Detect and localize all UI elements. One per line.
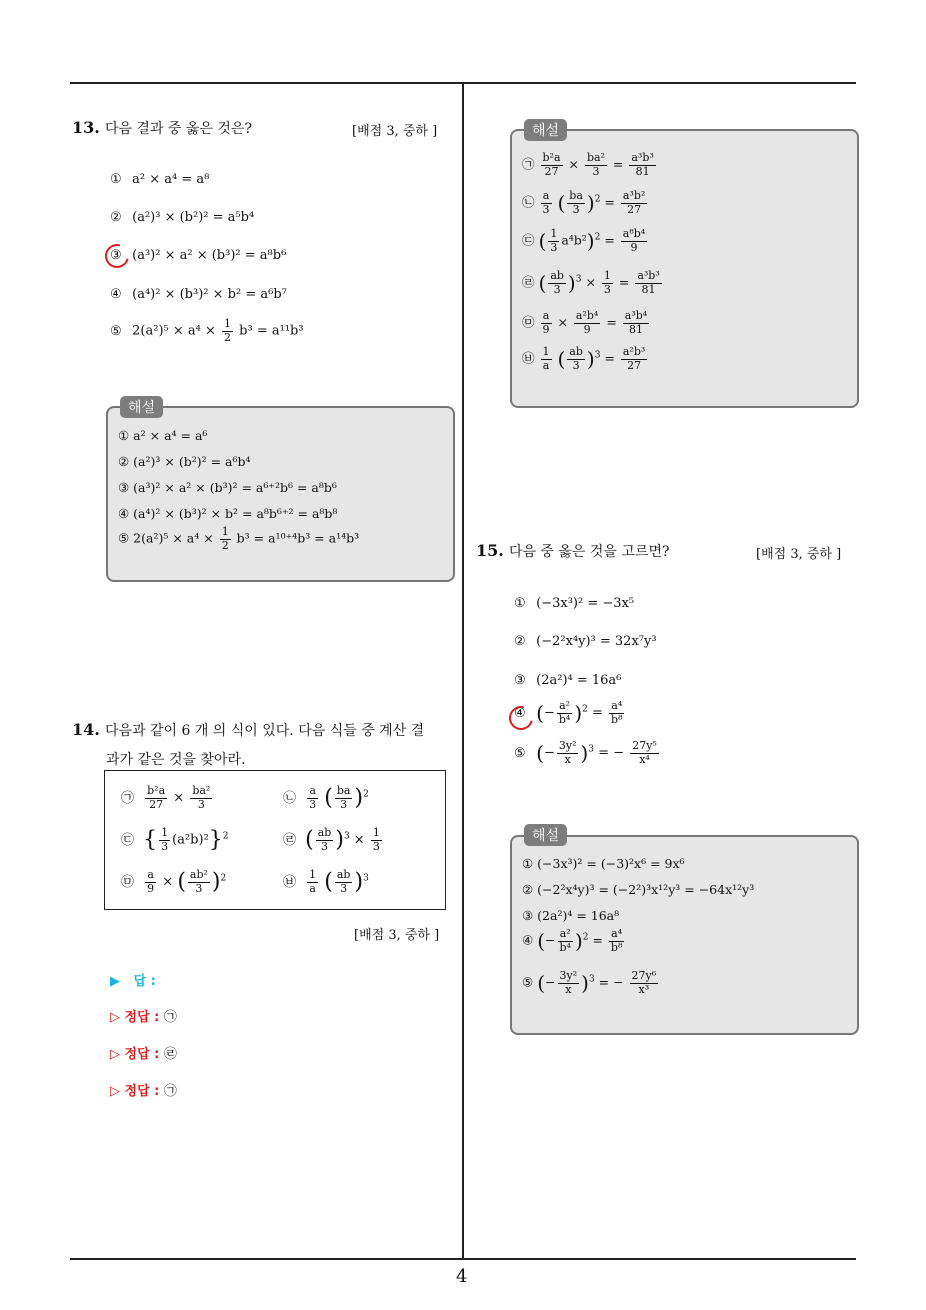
q14-solution-m: ㉤ $\frac{a}{9}$ × $\frac{\text{a²b⁴}}{9}$ = $\frac{\text{a³b⁴}}{81}$: [522, 309, 648, 336]
triangle-filled-icon: ▶: [110, 974, 120, 989]
question-13-header: [72, 118, 252, 138]
q13-solution-line-1: ① a² × a⁴ = a⁶: [118, 428, 208, 443]
page-number: 4: [456, 1266, 468, 1287]
q13-choice-1[interactable]: ① a² × a⁴ = a⁸: [110, 172, 210, 187]
expr-b: ㉥ $\frac{1}{a}$ ( $\frac{ab}{3}$ )$^3$: [283, 868, 369, 895]
triangle-outline-icon: ▷: [110, 1047, 120, 1062]
triangle-outline-icon: ▷: [110, 1084, 120, 1099]
solution-tag: 해설: [120, 396, 163, 418]
q14-solution-d: ㉢ ( $\frac{1}{3}$ a⁴b²)$^2$ = $\frac{\text{a⁸b⁴}}{9}$: [522, 227, 646, 254]
question-text: 다음 결과 중 옳은 것은?: [104, 121, 252, 137]
q13-solution-line-4: ④ (a⁴)² × (b³)² × b² = a⁸b⁶⁺² = a⁸b⁸: [118, 506, 338, 521]
q14-solution-g: ㉠ $\frac{\text{b²a}}{27}$ × $\frac{\text{ba²}}{3}$ = $\frac{\text{a³b³}}{81}$: [522, 151, 654, 178]
question-number: 15.: [476, 541, 504, 560]
question-14-score: [배점 3, 중하 ]: [354, 928, 440, 943]
q14-solution-b: ㉥ $\frac{1}{a}$ ( $\frac{ab}{3}$ )$^3$ = $\frac{\text{a²b³}}{27}$: [522, 345, 646, 372]
q15-solution-line-4: ④ (− $\frac{\text{a²}}{\text{b⁴}}$ )$^2$ = $\frac{\text{a⁴}}{\text{b⁸}}$: [522, 927, 623, 954]
question-number: 14.: [72, 720, 100, 739]
q13-choice-5[interactable]: ⑤ 2(a²)⁵ × a⁴ × $\frac{1}{2}$ b³ = a¹¹b³: [110, 317, 304, 344]
expr-d: ㉢ { $\frac{1}{3}$ (a²b)²}$^2$: [121, 826, 229, 853]
question-text: 다음 중 옳은 것을 고르면?: [508, 544, 670, 560]
q13-choice-3[interactable]: ③ (a³)² × a² × (b³)² = a⁸b⁶: [110, 248, 287, 263]
q15-choice-2[interactable]: ② (−2²x⁴y)³ = 32x⁷y³: [514, 634, 657, 649]
question-15-header: [476, 541, 669, 561]
answer-header: ▶ 답 :: [110, 974, 156, 989]
fraction: $\frac{1}{2}$: [224, 317, 232, 344]
expr-n: ㉡ $\frac{a}{3}$ ( $\frac{ba}{3}$ )$^2$: [283, 784, 369, 811]
q15-choice-1[interactable]: ① (−3x³)² = −3x⁵: [514, 596, 635, 611]
answer-row-3: ▷ 정답 : ㉠: [110, 1084, 177, 1099]
q14-solution-n: ㉡ $\frac{a}{3}$ ( $\frac{ba}{3}$ )$^2$ = $\frac{\text{a³b²}}{27}$: [522, 189, 646, 216]
expr-g: ㉠ $\frac{\text{b²a}}{27}$ × $\frac{\text{ba²}}{3}$: [121, 784, 211, 811]
answer-row-2: ▷ 정답 : ㉣: [110, 1047, 177, 1062]
q15-solution-line-2: ② (−2²x⁴y)³ = (−2²)³x¹²y³ = −64x¹²y³: [522, 882, 755, 897]
column-divider: [462, 82, 464, 1260]
q15-choice-4[interactable]: ④ (− $\frac{\text{a²}}{\text{b⁴}}$ )$^2$ = $\frac{\text{a⁴}}{\text{b⁸}}$: [514, 699, 623, 726]
answer-row-1: ▷ 정답 : ㉠: [110, 1010, 177, 1025]
solution-tag: 해설: [524, 824, 567, 846]
q15-solution-line-3: ③ (2a²)⁴ = 16a⁸: [522, 908, 620, 923]
question-number: 13.: [72, 118, 100, 137]
q14-solution-r: ㉣ ( $\frac{ab}{3}$ )$^3$ × $\frac{1}{3}$ = $\frac{\text{a³b³}}{81}$: [522, 269, 660, 296]
solution-tag: 해설: [524, 119, 567, 141]
q13-choice-4[interactable]: ④ (a⁴)² × (b³)² × b² = a⁶b⁷: [110, 287, 287, 302]
question-15-score: [배점 3, 중하 ]: [756, 547, 842, 562]
q15-choice-5[interactable]: ⑤ (− $\frac{\text{3y²}}{x}$ )$^3$ = − $\frac{\text{27y⁵}}{\text{x⁴}}$: [514, 739, 657, 766]
q15-choice-3[interactable]: ③ (2a²)⁴ = 16a⁶: [514, 673, 622, 688]
q13-solution-line-5: ⑤ 2(a²)⁵ × a⁴ × $\frac{1}{2}$ b³ = a¹⁰⁺⁴b³ = a¹⁴b³: [118, 525, 360, 552]
bottom-rule: [70, 1258, 856, 1260]
question-text-line-2: 과가 같은 것을 찾아라.: [106, 752, 246, 768]
question-13-score: [배점 3, 중하 ]: [352, 124, 438, 139]
q13-solution-line-2: ② (a²)³ × (b²)² = a⁶b⁴: [118, 454, 251, 469]
question-14-header: [72, 716, 457, 774]
expr-r: ㉣ ( $\frac{ab}{3}$ )$^3$ × $\frac{1}{3}$: [283, 826, 380, 853]
expression-table: [104, 770, 446, 910]
q13-choice-2[interactable]: ② (a²)³ × (b²)² = a⁵b⁴: [110, 210, 255, 225]
question-text-line-1: 다음과 같이 6 개 의 식이 있다. 다음 식들 중 계산 결: [104, 723, 425, 739]
triangle-outline-icon: ▷: [110, 1010, 120, 1025]
q15-solution-line-1: ① (−3x³)² = (−3)²x⁶ = 9x⁶: [522, 856, 685, 871]
q15-solution-line-5: ⑤ (− $\frac{\text{3y²}}{x}$ )$^3$ = − $\frac{\text{27y⁶}}{\text{x³}}$: [522, 969, 657, 996]
q13-solution-line-3: ③ (a³)² × a² × (b³)² = a⁶⁺²b⁶ = a⁸b⁶: [118, 480, 337, 495]
expr-m: ㉤ $\frac{a}{9}$ × ( $\frac{\text{ab²}}{3}$ )$^2$: [121, 868, 227, 895]
